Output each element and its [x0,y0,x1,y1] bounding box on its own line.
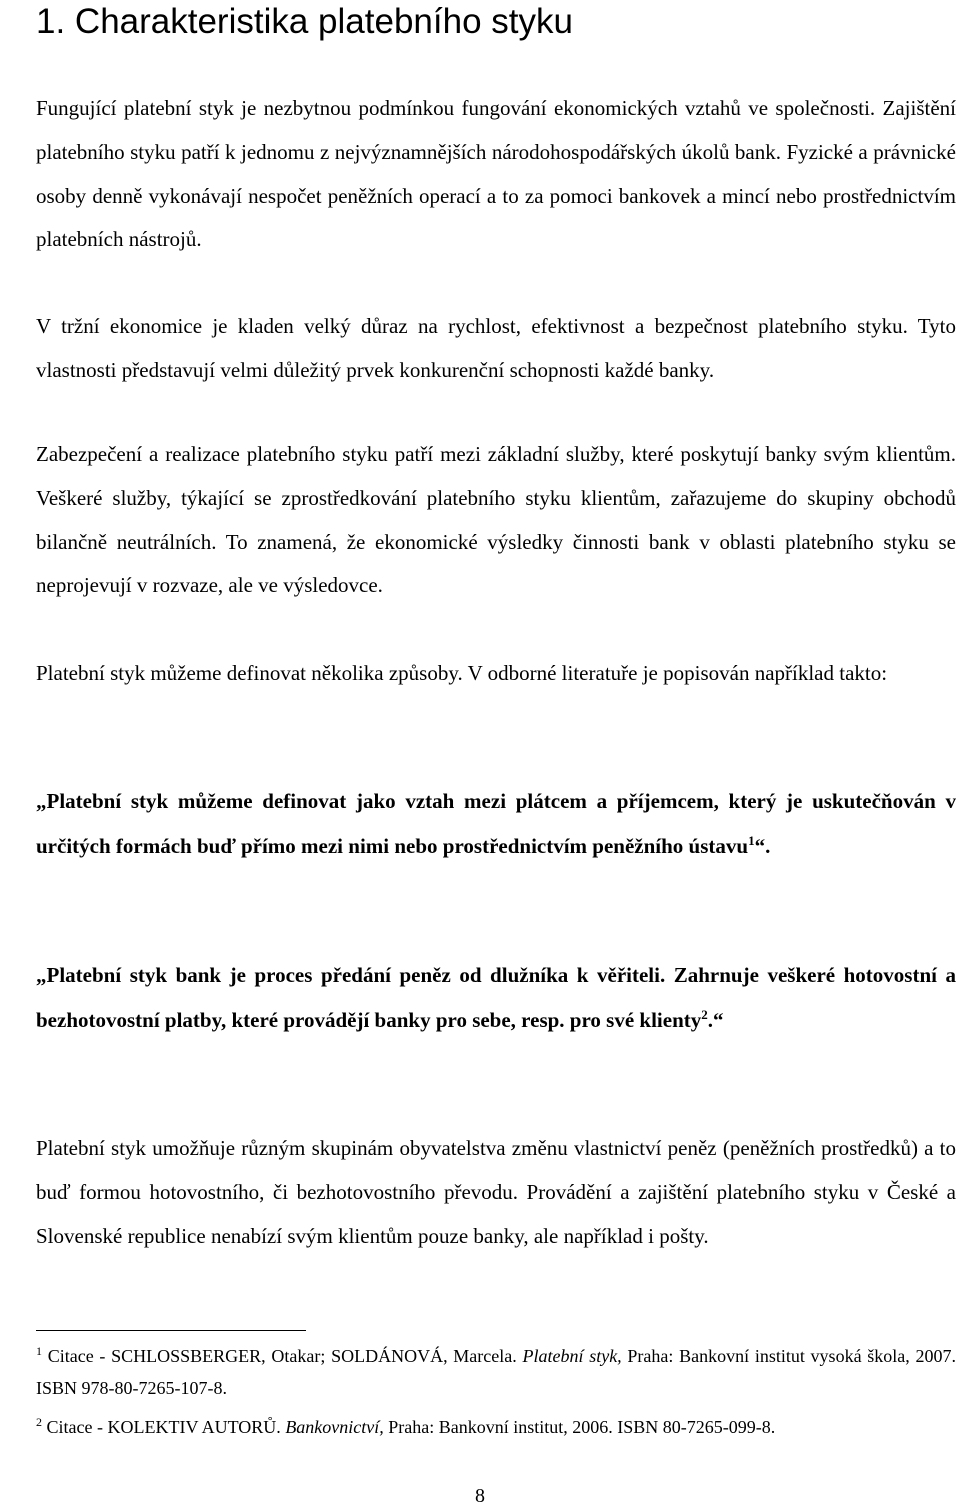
paragraph-5: Platební styk umožňuje různým skupinám obyvatelstva změnu vlastnictví peněz (peněžních prostředků) a to buď formou hotovostního, či bezhotovostního převodu. Provádění a zajištění platebního styku v České a Slovenské republice nenabízí svým klientům pouze banky, ale například i pošty. [36,1136,956,1248]
footnote-1-prefix: Citace - SCHLOSSBERGER, Otakar; SOLDÁNOVÁ, Marcela. [42,1346,523,1366]
chapter-heading: 1. Charakteristika platebního styku [36,2,573,41]
quote-1-text: „Platební styk můžeme definovat jako vztah mezi plátcem a příjemcem, který je uskutečňován v určitých formách buď přímo mezi nimi nebo prostřednictvím peněžního ústavu [36,789,956,858]
paragraph-1: Fungující platební styk je nezbytnou podmínkou fungování ekonomických vztahů ve společnosti. Zajištění platebního styku patří k jednomu z nejvýznamnějších národohospodářských úkolů bank. Fyzické a právnické osoby denně vykonávají nespočet peněžních operací a to za pomoci bankovek a mincí nebo prostřednictvím platebních nástrojů. [36,96,956,252]
paragraph-4: Platební styk můžeme definovat několika způsoby. V odborné literatuře je popisován například takto: [36,661,888,685]
paragraph-3: Zabezpečení a realizace platebního styku patří mezi základní služby, které poskytují banky svým klientům. Veškeré služby, týkající se zprostředkování platebního styku klientům, zařazujeme do skupiny obchodů bilančně neutrálních. To znamená, že ekonomické výsledky činnosti bank v oblasti platebního styku se neprojevují v rozvaze, ale ve výsledovce. [36,442,956,598]
page-number: 8 [475,1485,485,1507]
paragraph-2: V tržní ekonomice je kladen velký důraz na rychlost, efektivnost a bezpečnost platebního styku. Tyto vlastnosti představují velmi důležitý prvek konkurenční schopnosti každé banky. [36,314,956,382]
footnote-2-prefix: Citace - KOLEKTIV AUTORŮ. [42,1417,286,1437]
footnote-1-suffix: Praha: Bankovní institut vysoká škola, 2007. ISBN 978-80-7265-107-8. [36,1346,956,1398]
footnote-1-title: Platební styk, [522,1346,622,1366]
footnote-2-mark: 2 [36,1415,42,1429]
footnote-2 [36,1411,956,1443]
footnote-1-mark: 1 [36,1344,42,1358]
footnote-ref-1: 1 [748,833,755,848]
footnote-ref-2: 2 [701,1007,708,1022]
footnote-2-suffix: Praha: Bankovní institut, 2006. ISBN 80-7265-099-8. [383,1417,776,1437]
quote-1-end: “. [754,834,771,858]
quote-2-end: .“ [707,1008,724,1032]
footnote-2-title: Bankovnictví, [285,1417,384,1437]
definition-quote-1 [36,779,956,869]
footnote-separator [36,1330,306,1331]
quote-2-text: „Platební styk bank je proces předání peněz od dlužníka k věřiteli. Zahrnuje veškeré hotovostní a bezhotovostní platby, které provádějí banky pro sebe, resp. pro své klienty [36,963,956,1032]
footnote-1 [36,1340,956,1404]
definition-quote-2 [36,953,956,1043]
